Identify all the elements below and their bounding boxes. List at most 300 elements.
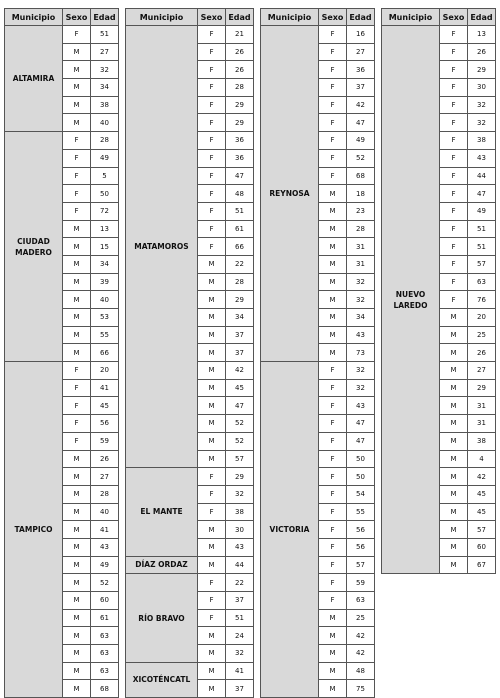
- sexo-cell: M: [198, 556, 226, 574]
- sexo-cell: F: [63, 202, 91, 220]
- sexo-cell: F: [440, 238, 468, 256]
- sexo-cell: F: [319, 592, 347, 610]
- sexo-cell: F: [198, 468, 226, 486]
- sexo-cell: F: [63, 132, 91, 150]
- sexo-cell: M: [198, 415, 226, 433]
- table-row: [126, 26, 254, 44]
- sexo-cell: F: [319, 132, 347, 150]
- edad-cell: 51: [91, 26, 119, 44]
- sexo-cell: M: [198, 662, 226, 680]
- header-municipio: Municipio: [261, 9, 319, 26]
- edad-cell: 45: [226, 379, 254, 397]
- sexo-cell: M: [63, 450, 91, 468]
- sexo-cell: F: [319, 397, 347, 415]
- edad-cell: 31: [468, 415, 496, 433]
- edad-cell: 43: [468, 149, 496, 167]
- edad-cell: 34: [347, 309, 375, 327]
- edad-cell: 29: [468, 61, 496, 79]
- sexo-cell: F: [198, 26, 226, 44]
- sexo-cell: F: [198, 485, 226, 503]
- municipio-cell: RÍO BRAVO: [126, 574, 198, 662]
- sexo-cell: M: [440, 379, 468, 397]
- edad-cell: 36: [347, 61, 375, 79]
- sexo-cell: M: [63, 468, 91, 486]
- edad-cell: 52: [226, 432, 254, 450]
- sexo-cell: M: [63, 61, 91, 79]
- edad-cell: 38: [468, 432, 496, 450]
- sexo-cell: M: [198, 379, 226, 397]
- edad-cell: 41: [91, 379, 119, 397]
- edad-cell: 63: [91, 645, 119, 663]
- sexo-cell: F: [440, 273, 468, 291]
- table-row: [126, 556, 254, 574]
- data-table-2: [125, 8, 254, 698]
- edad-cell: 63: [91, 627, 119, 645]
- sexo-cell: M: [63, 344, 91, 362]
- header-municipio: Municipio: [382, 9, 440, 26]
- sexo-cell: F: [319, 96, 347, 114]
- edad-cell: 37: [226, 344, 254, 362]
- edad-cell: 52: [347, 149, 375, 167]
- municipio-cell: EL MANTE: [126, 468, 198, 556]
- sexo-cell: M: [63, 43, 91, 61]
- sexo-cell: F: [63, 167, 91, 185]
- sexo-cell: M: [319, 255, 347, 273]
- edad-cell: 61: [226, 220, 254, 238]
- edad-cell: 39: [91, 273, 119, 291]
- sexo-cell: F: [63, 432, 91, 450]
- municipio-cell: DÍAZ ORDAZ: [126, 556, 198, 574]
- edad-cell: 63: [347, 592, 375, 610]
- edad-cell: 27: [91, 43, 119, 61]
- edad-cell: 28: [226, 273, 254, 291]
- edad-cell: 40: [91, 503, 119, 521]
- edad-cell: 36: [226, 132, 254, 150]
- edad-cell: 42: [347, 645, 375, 663]
- sexo-cell: M: [63, 645, 91, 663]
- edad-cell: 28: [226, 79, 254, 97]
- edad-cell: 27: [91, 468, 119, 486]
- sexo-cell: F: [319, 61, 347, 79]
- sexo-cell: F: [319, 379, 347, 397]
- edad-cell: 42: [226, 362, 254, 380]
- edad-cell: 68: [347, 167, 375, 185]
- sexo-cell: F: [198, 167, 226, 185]
- municipio-cell: NUEVO LAREDO: [382, 26, 440, 574]
- data-table-3: [260, 8, 375, 698]
- sexo-cell: M: [63, 309, 91, 327]
- edad-cell: 34: [226, 309, 254, 327]
- edad-cell: 20: [91, 362, 119, 380]
- sexo-cell: F: [440, 114, 468, 132]
- edad-cell: 51: [226, 609, 254, 627]
- sexo-cell: M: [440, 344, 468, 362]
- header-edad: Edad: [91, 9, 119, 26]
- sexo-cell: M: [319, 238, 347, 256]
- edad-cell: 43: [347, 326, 375, 344]
- sexo-cell: F: [440, 255, 468, 273]
- sexo-cell: F: [319, 538, 347, 556]
- header-sexo: Sexo: [63, 9, 91, 26]
- sexo-cell: F: [319, 114, 347, 132]
- sexo-cell: M: [63, 609, 91, 627]
- sexo-cell: F: [198, 592, 226, 610]
- edad-cell: 21: [226, 26, 254, 44]
- edad-cell: 49: [347, 132, 375, 150]
- edad-cell: 13: [91, 220, 119, 238]
- sexo-cell: M: [63, 79, 91, 97]
- sexo-cell: M: [440, 450, 468, 468]
- sexo-cell: M: [319, 627, 347, 645]
- sexo-cell: F: [198, 185, 226, 203]
- sexo-cell: M: [198, 291, 226, 309]
- header-sexo: Sexo: [440, 9, 468, 26]
- edad-cell: 30: [468, 79, 496, 97]
- sexo-cell: M: [440, 415, 468, 433]
- data-table-4: [381, 8, 496, 574]
- municipio-cell: MATAMOROS: [126, 26, 198, 468]
- sexo-cell: F: [440, 167, 468, 185]
- edad-cell: 13: [468, 26, 496, 44]
- sexo-cell: M: [63, 255, 91, 273]
- sexo-cell: F: [63, 26, 91, 44]
- edad-cell: 42: [347, 96, 375, 114]
- edad-cell: 37: [226, 592, 254, 610]
- edad-cell: 18: [347, 185, 375, 203]
- edad-cell: 61: [91, 609, 119, 627]
- sexo-cell: M: [63, 114, 91, 132]
- sexo-cell: M: [198, 397, 226, 415]
- edad-cell: 26: [91, 450, 119, 468]
- edad-cell: 48: [226, 185, 254, 203]
- header-edad: Edad: [468, 9, 496, 26]
- sexo-cell: M: [198, 627, 226, 645]
- sexo-cell: M: [319, 662, 347, 680]
- edad-cell: 20: [468, 309, 496, 327]
- edad-cell: 28: [91, 132, 119, 150]
- sexo-cell: M: [198, 255, 226, 273]
- edad-cell: 26: [468, 344, 496, 362]
- edad-cell: 40: [91, 114, 119, 132]
- sexo-cell: M: [198, 450, 226, 468]
- table-row: [382, 26, 496, 44]
- edad-cell: 42: [468, 468, 496, 486]
- edad-cell: 57: [347, 556, 375, 574]
- municipio-cell: TAMPICO: [5, 362, 63, 698]
- edad-cell: 73: [347, 344, 375, 362]
- table-row: [126, 574, 254, 592]
- sexo-cell: M: [440, 521, 468, 539]
- header-municipio: Municipio: [126, 9, 198, 26]
- edad-cell: 56: [91, 415, 119, 433]
- edad-cell: 56: [347, 521, 375, 539]
- sexo-cell: M: [63, 326, 91, 344]
- edad-cell: 60: [91, 592, 119, 610]
- table-row: [126, 662, 254, 680]
- edad-cell: 31: [468, 397, 496, 415]
- edad-cell: 32: [347, 379, 375, 397]
- edad-cell: 63: [468, 273, 496, 291]
- edad-cell: 50: [347, 468, 375, 486]
- sexo-cell: M: [198, 362, 226, 380]
- edad-cell: 37: [226, 680, 254, 698]
- sexo-cell: M: [440, 326, 468, 344]
- sexo-cell: M: [63, 521, 91, 539]
- edad-cell: 57: [226, 450, 254, 468]
- edad-cell: 55: [347, 503, 375, 521]
- edad-cell: 27: [347, 43, 375, 61]
- sexo-cell: M: [319, 185, 347, 203]
- sexo-cell: F: [440, 26, 468, 44]
- table-row: [261, 26, 375, 44]
- sexo-cell: M: [319, 326, 347, 344]
- edad-cell: 43: [226, 538, 254, 556]
- sexo-cell: F: [198, 43, 226, 61]
- sexo-cell: F: [63, 362, 91, 380]
- sexo-cell: M: [440, 538, 468, 556]
- sexo-cell: M: [319, 202, 347, 220]
- sexo-cell: F: [198, 609, 226, 627]
- edad-cell: 31: [347, 255, 375, 273]
- sexo-cell: F: [198, 149, 226, 167]
- sexo-cell: F: [319, 26, 347, 44]
- edad-cell: 23: [347, 202, 375, 220]
- edad-cell: 45: [468, 485, 496, 503]
- table-row: [5, 26, 119, 44]
- edad-cell: 29: [468, 379, 496, 397]
- sexo-cell: M: [198, 538, 226, 556]
- sexo-cell: M: [63, 485, 91, 503]
- edad-cell: 30: [226, 521, 254, 539]
- edad-cell: 28: [91, 485, 119, 503]
- edad-cell: 32: [347, 291, 375, 309]
- sexo-cell: F: [440, 61, 468, 79]
- edad-cell: 36: [226, 149, 254, 167]
- edad-cell: 54: [347, 485, 375, 503]
- edad-cell: 66: [91, 344, 119, 362]
- edad-cell: 22: [226, 255, 254, 273]
- edad-cell: 47: [226, 397, 254, 415]
- sexo-cell: F: [198, 220, 226, 238]
- edad-cell: 32: [468, 96, 496, 114]
- municipio-cell: CIUDAD MADERO: [5, 132, 63, 362]
- edad-cell: 52: [91, 574, 119, 592]
- municipio-cell: VICTORIA: [261, 362, 319, 698]
- sexo-cell: F: [319, 556, 347, 574]
- sexo-cell: M: [319, 309, 347, 327]
- municipio-cell: XICOTÉNCATL: [126, 662, 198, 697]
- edad-cell: 47: [347, 114, 375, 132]
- sexo-cell: F: [319, 415, 347, 433]
- edad-cell: 28: [347, 220, 375, 238]
- edad-cell: 32: [226, 645, 254, 663]
- sexo-cell: M: [63, 627, 91, 645]
- edad-cell: 29: [226, 96, 254, 114]
- sexo-cell: F: [440, 291, 468, 309]
- sexo-cell: F: [319, 167, 347, 185]
- edad-cell: 38: [468, 132, 496, 150]
- sexo-cell: F: [63, 185, 91, 203]
- sexo-cell: M: [440, 432, 468, 450]
- edad-cell: 44: [226, 556, 254, 574]
- edad-cell: 57: [468, 255, 496, 273]
- sexo-cell: M: [319, 344, 347, 362]
- edad-cell: 44: [468, 167, 496, 185]
- table-row: [261, 362, 375, 380]
- sexo-cell: M: [440, 503, 468, 521]
- edad-cell: 29: [226, 291, 254, 309]
- edad-cell: 5: [91, 167, 119, 185]
- sexo-cell: M: [319, 220, 347, 238]
- sexo-cell: M: [63, 291, 91, 309]
- sexo-cell: F: [63, 379, 91, 397]
- sexo-cell: M: [319, 609, 347, 627]
- sexo-cell: M: [63, 503, 91, 521]
- sexo-cell: M: [440, 556, 468, 574]
- sexo-cell: M: [63, 574, 91, 592]
- sexo-cell: M: [63, 662, 91, 680]
- edad-cell: 63: [91, 662, 119, 680]
- sexo-cell: M: [198, 344, 226, 362]
- sexo-cell: M: [63, 220, 91, 238]
- edad-cell: 49: [91, 556, 119, 574]
- edad-cell: 55: [91, 326, 119, 344]
- edad-cell: 49: [468, 202, 496, 220]
- edad-cell: 76: [468, 291, 496, 309]
- edad-cell: 50: [347, 450, 375, 468]
- sexo-cell: F: [319, 362, 347, 380]
- edad-cell: 59: [347, 574, 375, 592]
- sexo-cell: F: [319, 574, 347, 592]
- edad-cell: 26: [468, 43, 496, 61]
- sexo-cell: M: [198, 326, 226, 344]
- sexo-cell: M: [319, 680, 347, 698]
- sexo-cell: M: [198, 521, 226, 539]
- edad-cell: 51: [226, 202, 254, 220]
- sexo-cell: F: [198, 96, 226, 114]
- sexo-cell: M: [198, 432, 226, 450]
- edad-cell: 26: [226, 61, 254, 79]
- edad-cell: 51: [468, 238, 496, 256]
- sexo-cell: M: [63, 96, 91, 114]
- edad-cell: 34: [91, 255, 119, 273]
- edad-cell: 60: [468, 538, 496, 556]
- edad-cell: 29: [226, 114, 254, 132]
- sexo-cell: F: [198, 132, 226, 150]
- sexo-cell: F: [198, 114, 226, 132]
- edad-cell: 45: [91, 397, 119, 415]
- sexo-cell: F: [319, 521, 347, 539]
- sexo-cell: M: [63, 273, 91, 291]
- sexo-cell: M: [63, 592, 91, 610]
- sexo-cell: M: [63, 238, 91, 256]
- edad-cell: 45: [468, 503, 496, 521]
- edad-cell: 47: [226, 167, 254, 185]
- sexo-cell: F: [319, 432, 347, 450]
- edad-cell: 31: [347, 238, 375, 256]
- edad-cell: 15: [91, 238, 119, 256]
- edad-cell: 40: [91, 291, 119, 309]
- edad-cell: 32: [226, 485, 254, 503]
- header-sexo: Sexo: [319, 9, 347, 26]
- sexo-cell: M: [63, 680, 91, 698]
- sexo-cell: M: [440, 362, 468, 380]
- edad-cell: 66: [226, 238, 254, 256]
- sexo-cell: F: [319, 503, 347, 521]
- sexo-cell: M: [198, 680, 226, 698]
- sexo-cell: M: [440, 397, 468, 415]
- edad-cell: 4: [468, 450, 496, 468]
- sexo-cell: F: [440, 202, 468, 220]
- edad-cell: 32: [468, 114, 496, 132]
- sexo-cell: F: [198, 238, 226, 256]
- sexo-cell: M: [440, 485, 468, 503]
- sexo-cell: F: [440, 220, 468, 238]
- sexo-cell: F: [63, 397, 91, 415]
- edad-cell: 42: [347, 627, 375, 645]
- sexo-cell: F: [63, 149, 91, 167]
- sexo-cell: F: [319, 450, 347, 468]
- edad-cell: 37: [347, 79, 375, 97]
- sexo-cell: F: [319, 149, 347, 167]
- edad-cell: 25: [468, 326, 496, 344]
- sexo-cell: M: [319, 645, 347, 663]
- header-municipio: Municipio: [5, 9, 63, 26]
- edad-cell: 47: [468, 185, 496, 203]
- sexo-cell: M: [440, 468, 468, 486]
- header-edad: Edad: [226, 9, 254, 26]
- edad-cell: 38: [91, 96, 119, 114]
- edad-cell: 41: [91, 521, 119, 539]
- edad-cell: 34: [91, 79, 119, 97]
- sexo-cell: M: [440, 309, 468, 327]
- edad-cell: 37: [226, 326, 254, 344]
- sexo-cell: F: [319, 485, 347, 503]
- edad-cell: 57: [468, 521, 496, 539]
- sexo-cell: F: [319, 79, 347, 97]
- edad-cell: 32: [347, 273, 375, 291]
- edad-cell: 56: [347, 538, 375, 556]
- sexo-cell: F: [198, 574, 226, 592]
- sexo-cell: F: [440, 149, 468, 167]
- sexo-cell: F: [440, 79, 468, 97]
- sexo-cell: M: [198, 273, 226, 291]
- edad-cell: 48: [347, 662, 375, 680]
- sexo-cell: F: [440, 132, 468, 150]
- edad-cell: 27: [468, 362, 496, 380]
- sexo-cell: M: [198, 645, 226, 663]
- edad-cell: 51: [468, 220, 496, 238]
- sexo-cell: F: [63, 415, 91, 433]
- edad-cell: 67: [468, 556, 496, 574]
- sexo-cell: F: [440, 96, 468, 114]
- edad-cell: 49: [91, 149, 119, 167]
- table-row: [126, 468, 254, 486]
- sexo-cell: F: [319, 468, 347, 486]
- edad-cell: 25: [347, 609, 375, 627]
- municipio-cell: REYNOSA: [261, 26, 319, 362]
- edad-cell: 50: [91, 185, 119, 203]
- sexo-cell: F: [440, 43, 468, 61]
- edad-cell: 29: [226, 468, 254, 486]
- edad-cell: 47: [347, 432, 375, 450]
- sexo-cell: M: [63, 556, 91, 574]
- edad-cell: 59: [91, 432, 119, 450]
- data-table-1: [4, 8, 119, 698]
- table-row: [5, 362, 119, 380]
- edad-cell: 38: [226, 503, 254, 521]
- edad-cell: 68: [91, 680, 119, 698]
